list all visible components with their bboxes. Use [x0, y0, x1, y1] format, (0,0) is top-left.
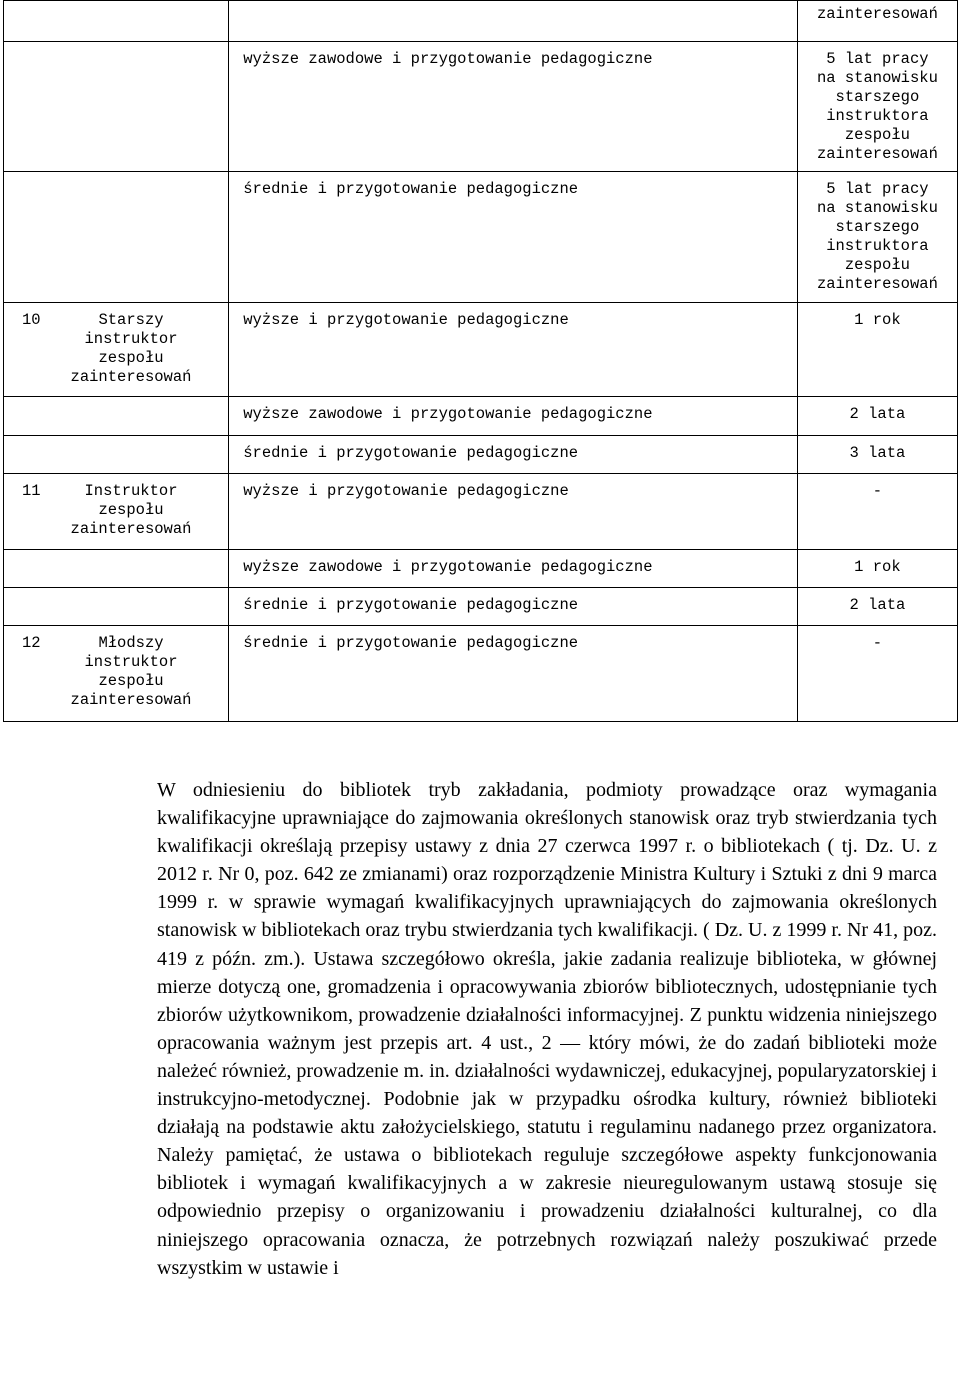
requirement-text: 1 rok [854, 311, 901, 329]
requirement-text: zainteresowań [816, 5, 938, 23]
body-text [157, 776, 937, 1282]
requirement-text: - [872, 482, 883, 500]
table-row [4, 303, 958, 397]
education-cell [229, 588, 798, 626]
education-text [229, 1, 797, 9]
requirement-text: 2 lata [849, 405, 906, 423]
row-number: 11 [22, 482, 41, 500]
position-cell [4, 626, 229, 722]
position-cell [4, 1, 229, 42]
row-number: 10 [22, 311, 41, 329]
education-cell [229, 172, 798, 303]
position-name: Instruktor zespołu zainteresowań [70, 482, 192, 538]
requirement-cell [797, 397, 957, 436]
education-text: wyższe i przygotowanie pedagogiczne [243, 482, 569, 500]
requirement-cell [797, 474, 957, 550]
paragraph: W odniesieniu do bibliotek tryb zakładania, podmioty prowadzące oraz wymagania kwalifikacyjne uprawniające do zajmowania określonych stanowisk oraz tryb stwierdzania tych kwalifikacji określają przepisy ustawy z dnia 27 czerwca 1997 r. o bibliotekach ( tj. Dz. U. z 2012 r. Nr 0, poz. 642 ze zmianami) oraz rozporządzenie Ministra Kultury i Sztuki z dni 9 marca 1999 r. w sprawie wymagań kwalifikacyjnych uprawniających do zajmowania określonych stanowisk w bibliotekach oraz trybu stwierdzania tych kwalifikacji. ( Dz. U. z 1999 r. Nr 41, poz. 419 z późn. zm.). Ustawa szczegółowo określa, jakie zadania realizuje biblioteka, w głównej mierze dotyczą one, gromadzenia i opracowywania zbiorów bibliotecznych, udostępnianie tych zbiorów użytkownikom, prowadzenie działalności informacyjnej. Z punktu widzenia niniejszego opracowania ważnym jest przepis art. 4 ust., 2 — który mówi, że do zadań biblioteki może należeć również, prowadzenie m. in. działalności wydawniczej, edukacyjnej, popularyzatorskiej i instrukcyjno-metodycznej. Podobnie jak w przypadku ośrodka kultury, również biblioteki działają na podstawie aktu założycielskiego, statutu i regulaminu nadanego przez organizatora. Należy pamiętać, że ustawa o bibliotekach reguluje szczegółowe aspekty funkcjonowania bibliotek i wymagań kwalifikacyjnych a w zakresie nieuregulowanym ustawą stosuje się odpowiednio przepisy o organizowaniu i prowadzeniu działalności kulturalnej, co dla niniejszego opracowania oznacza, że potrzebnych rozwiązań należy poszukiwać przede wszystkim w ustawie i [157, 779, 937, 1279]
position-cell [4, 303, 229, 397]
table-row [4, 1, 958, 42]
education-text: wyższe zawodowe i przygotowanie pedagogiczne [243, 50, 653, 68]
position-cell [4, 550, 229, 588]
qualification-table [3, 0, 958, 722]
education-text: wyższe i przygotowanie pedagogiczne [243, 311, 569, 329]
requirement-text: 1 rok [854, 558, 901, 576]
table-row [4, 42, 958, 172]
education-text: średnie i przygotowanie pedagogiczne [243, 634, 579, 652]
education-text: wyższe zawodowe i przygotowanie pedagogiczne [243, 558, 653, 576]
qualification-table-body [4, 1, 958, 722]
table-row [4, 550, 958, 588]
education-text: średnie i przygotowanie pedagogiczne [243, 596, 579, 614]
position-cell [4, 436, 229, 474]
requirement-text: 2 lata [849, 596, 906, 614]
position-name: Starszy instruktor zespołu zainteresowań [70, 311, 192, 386]
requirement-cell [797, 42, 957, 172]
table-row [4, 436, 958, 474]
education-cell [229, 550, 798, 588]
education-cell [229, 436, 798, 474]
education-text: średnie i przygotowanie pedagogiczne [243, 444, 579, 462]
requirement-text: - [872, 634, 883, 652]
education-cell [229, 1, 798, 42]
table-row [4, 626, 958, 722]
table-row [4, 172, 958, 303]
requirement-text: 3 lata [849, 444, 906, 462]
education-cell [229, 474, 798, 550]
row-number: 12 [22, 634, 41, 652]
position-cell [4, 42, 229, 172]
education-cell [229, 303, 798, 397]
table-row [4, 397, 958, 436]
education-text: średnie i przygotowanie pedagogiczne [243, 180, 579, 198]
education-text: wyższe zawodowe i przygotowanie pedagogiczne [243, 405, 653, 423]
education-cell [229, 42, 798, 172]
requirement-cell [797, 588, 957, 626]
requirement-text: 5 lat pracy na stanowisku starszego instruktora zespołu zainteresowań [816, 180, 938, 293]
requirement-cell [797, 303, 957, 397]
requirement-cell [797, 436, 957, 474]
requirement-cell [797, 626, 957, 722]
table-row [4, 588, 958, 626]
position-cell [4, 397, 229, 436]
requirement-cell [797, 550, 957, 588]
position-name: Młodszy instruktor zespołu zainteresowań [70, 634, 192, 709]
position-cell [4, 474, 229, 550]
requirement-cell [797, 172, 957, 303]
education-cell [229, 626, 798, 722]
education-cell [229, 397, 798, 436]
position-cell [4, 172, 229, 303]
requirement-text: 5 lat pracy na stanowisku starszego instruktora zespołu zainteresowań [816, 50, 938, 163]
requirement-cell [797, 1, 957, 42]
position-cell [4, 588, 229, 626]
table-row [4, 474, 958, 550]
